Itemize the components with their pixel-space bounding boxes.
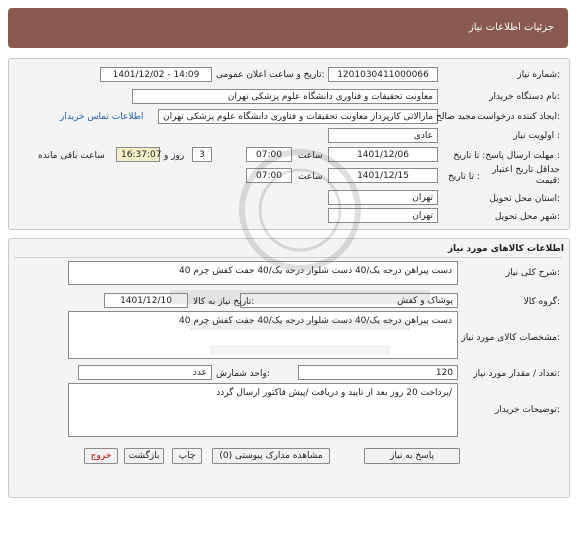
- print-button[interactable]: چاپ: [172, 448, 202, 464]
- city-field[interactable]: تهران: [328, 208, 438, 223]
- spec-label: مشخصات کالای مورد نیاز:: [461, 333, 560, 343]
- days-label: روز و: [164, 151, 185, 161]
- quantity-field[interactable]: 120: [298, 365, 458, 380]
- need-info-panel: [8, 58, 570, 230]
- buyer-org-field[interactable]: معاونت تحقیقات و فناوری دانشگاه علوم پزشکی تهران: [132, 89, 438, 104]
- creator-field[interactable]: مجید صالح مارالانی کارپرداز معاونت تحقیقات و فناوری دانشگاه علوم پزشکی تهران: [158, 109, 438, 124]
- remaining-time-field[interactable]: 16:37:07: [116, 147, 160, 162]
- price-validity-label-line2: قیمت:: [535, 176, 560, 186]
- unit-field[interactable]: عدد: [78, 365, 212, 380]
- city-label: شهر محل تحویل:: [494, 212, 560, 222]
- reply-time-label: ساعت: [298, 151, 323, 161]
- priority-field[interactable]: عادی: [328, 128, 438, 143]
- announce-datetime-label: تاریخ و ساعت اعلان عمومی:: [216, 70, 325, 80]
- validity-time-field[interactable]: 07:00: [246, 168, 292, 183]
- priority-label: اولویت نیاز :: [513, 131, 560, 141]
- reply-date-field[interactable]: 1401/12/06: [328, 147, 438, 162]
- buyer-notes-field[interactable]: پرداخت 20 روز بعد از تایید و دریافت /پیش فاکتور ارسال گردد/: [68, 383, 458, 437]
- price-validity-label-line1: حداقل تاریخ اعتبار: [492, 165, 560, 175]
- days-remaining-field[interactable]: 3: [192, 147, 212, 162]
- price-validity-label: [492, 165, 560, 187]
- need-date-label: تاریخ نیاز به کالا:: [193, 297, 255, 307]
- need-number-field[interactable]: 1201030411000066: [328, 67, 438, 82]
- reply-to-need-button[interactable]: پاسخ به نیاز: [364, 448, 460, 464]
- goods-group-label: گروه کالا:: [523, 297, 560, 307]
- buyer-contact-link[interactable]: اطلاعات تماس خریدار: [60, 112, 144, 122]
- back-button[interactable]: بازگشت: [124, 448, 164, 464]
- announce-datetime-field[interactable]: 1401/12/02 - 14:09: [100, 67, 212, 82]
- quantity-label: تعداد / مقدار مورد نیاز:: [473, 369, 560, 379]
- creator-label: ایجاد کننده درخواست:: [477, 112, 560, 122]
- remaining-time-label: ساعت باقی مانده: [38, 151, 105, 161]
- goods-group-field[interactable]: پوشاک و کفش: [240, 293, 458, 308]
- need-number-label: شماره نیاز:: [517, 70, 560, 80]
- buyer-org-label: نام دستگاه خریدار:: [489, 92, 560, 102]
- province-field[interactable]: تهران: [328, 190, 438, 205]
- need-date-field[interactable]: 1401/12/10: [104, 293, 188, 308]
- reply-deadline-label: مهلت ارسال پاسخ: تا تاریخ :: [453, 151, 560, 161]
- section-divider: [14, 257, 562, 258]
- validity-date-field[interactable]: 1401/12/15: [328, 168, 438, 183]
- page-header: [8, 8, 568, 48]
- validity-time-label: ساعت: [298, 172, 323, 182]
- general-desc-field[interactable]: 40 دست پیراهن درجه یک/40 دست شلوار درجه یک/40 جفت کفش چرم: [68, 261, 458, 285]
- unit-label: واحد شمارش:: [216, 369, 270, 379]
- general-desc-label: شرح کلی نیاز:: [505, 268, 560, 278]
- goods-section-title: اطلاعات کالاهای مورد نیاز: [447, 244, 564, 254]
- spec-field[interactable]: 40 دست پیراهن درجه یک/40 دست شلوار درجه یک/40 جفت کفش چرم: [68, 311, 458, 359]
- page-title: جزئیات اطلاعات نیاز: [468, 22, 554, 33]
- reply-time-field[interactable]: 07:00: [246, 147, 292, 162]
- province-label: استان محل تحویل:: [489, 194, 560, 204]
- buyer-notes-label: توضیحات خریدار:: [494, 405, 560, 415]
- validity-to-date-label: تا تاریخ :: [448, 172, 480, 182]
- view-attachments-button[interactable]: مشاهده مدارک پیوستی (0): [212, 448, 330, 464]
- exit-button[interactable]: خروج: [84, 448, 118, 464]
